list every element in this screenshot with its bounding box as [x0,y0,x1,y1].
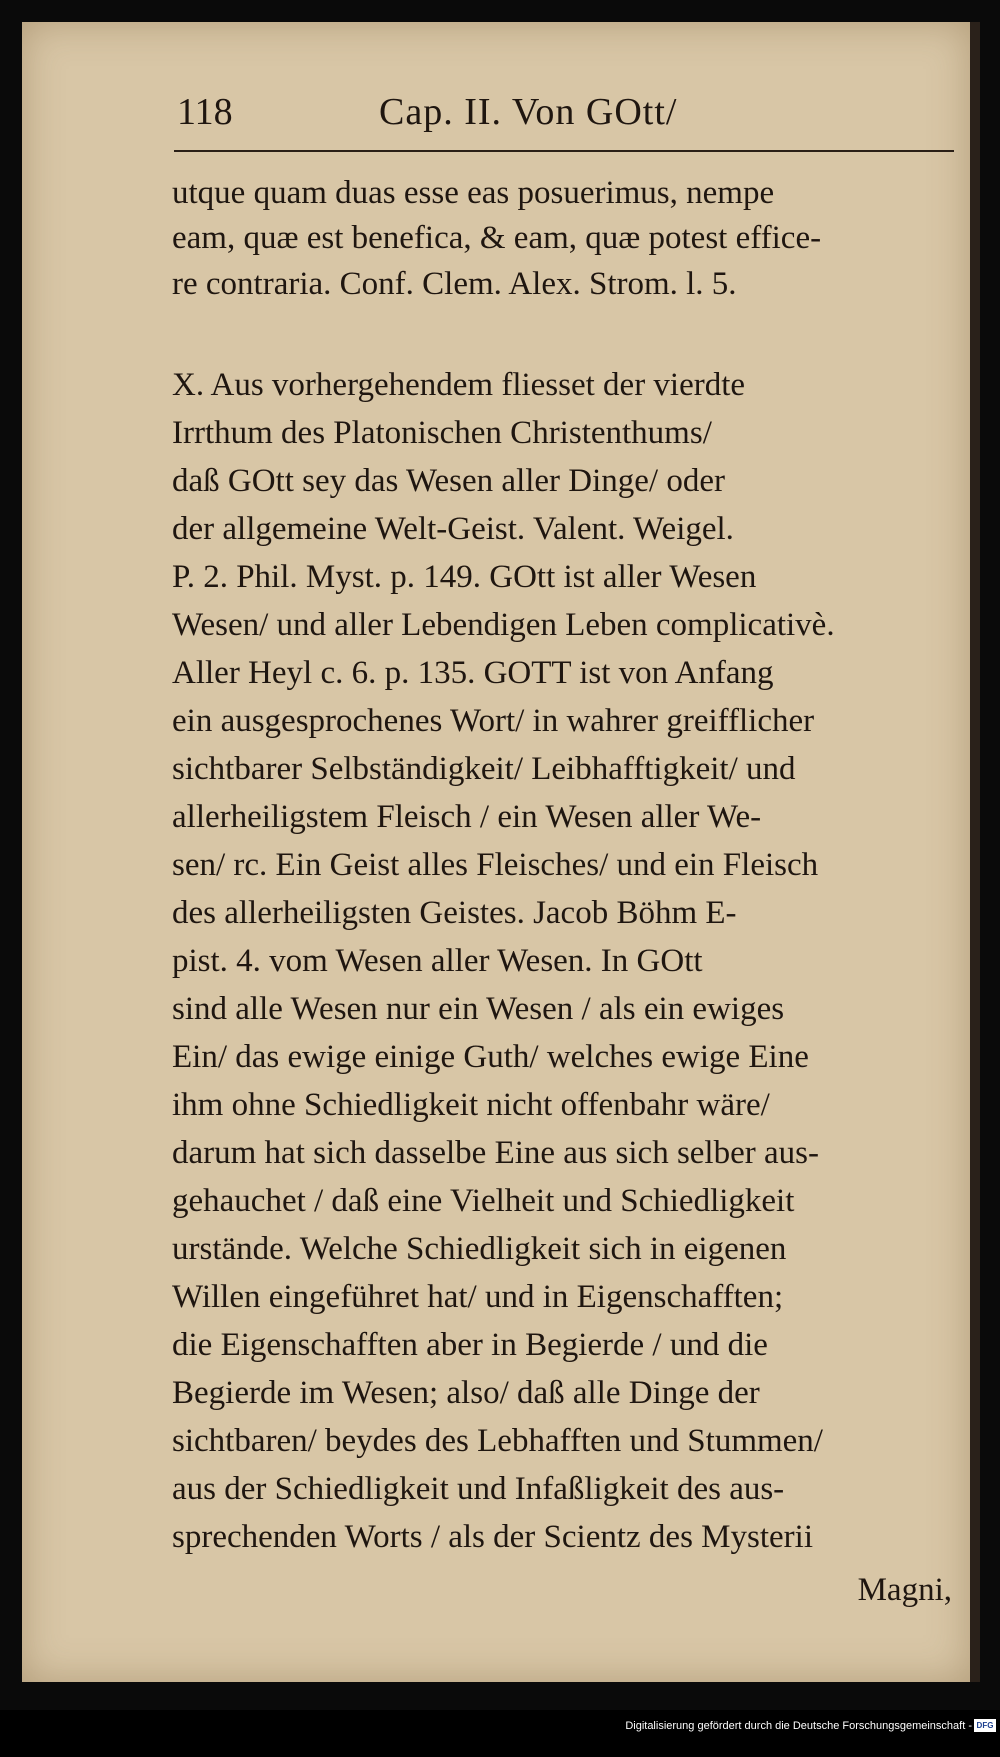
text-line: re contraria. Conf. Clem. Alex. Strom. l. 5. [172,266,737,302]
text-line: urstände. Welche Schiedligkeit sich in eigenen [172,1231,787,1267]
text-line: Ein/ das ewige einige Guth/ welches ewige Eine [172,1039,809,1075]
text-line: der allgemeine Welt-Geist. Valent. Weigel. [172,511,734,547]
digitization-footer [0,1710,1000,1757]
text-line: die Eigenschafften aber in Begierde / und die [172,1327,768,1363]
text-line: sen/ rc. Ein Geist alles Fleisches/ und ein Fleisch [172,847,819,883]
catchword: Magni, [857,1572,952,1608]
dfg-logo-icon: DFG [974,1719,996,1732]
text-line: Irrthum des Platonischen Christenthums/ [172,415,712,451]
running-head: Cap. II. Von GOtt/ [379,91,678,133]
text-line: des allerheiligsten Geistes. Jacob Böhm E- [172,895,737,931]
text-line: sprechenden Worts / als der Scientz des Mysterii [172,1519,813,1555]
text-line: darum hat sich dasselbe Eine aus sich selber aus- [172,1135,819,1171]
text-line: sichtbaren/ beydes des Lebhafften und Stummen/ [172,1423,823,1459]
text-line: ihm ohne Schiedligkeit nicht offenbahr wäre/ [172,1087,770,1123]
text-line: daß GOtt sey das Wesen aller Dinge/ oder [172,463,725,499]
body-text [22,22,970,1682]
text-line: allerheiligstem Fleisch / ein Wesen aller We- [172,799,762,835]
text-line: sind alle Wesen nur ein Wesen / als ein ewiges [172,991,785,1027]
text-line: sichtbarer Selbständigkeit/ Leibhafftigkeit/ und [172,751,796,787]
text-line: P. 2. Phil. Myst. p. 149. GOtt ist aller Wesen [172,559,757,595]
text-line: Begierde im Wesen; also/ daß alle Dinge der [172,1375,760,1411]
book-page [22,22,970,1682]
page-edge [970,22,980,1682]
text-line: eam, quæ est benefica, & eam, quæ potest effice- [172,220,822,256]
text-line: utque quam duas esse eas posuerimus, nempe [172,175,775,211]
text-line: Aller Heyl c. 6. p. 135. GOTT ist von Anfang [172,655,774,691]
footer-credit: Digitalisierung gefördert durch die Deutsche Forschungsgemeinschaft - [625,1720,972,1732]
text-line: gehauchet / daß eine Vielheit und Schiedligkeit [172,1183,795,1219]
text-line: ein ausgesprochenes Wort/ in wahrer greifflicher [172,703,815,739]
text-line: Wesen/ und aller Lebendigen Leben complicativè. [172,607,835,643]
text-line: Willen eingeführet hat/ und in Eigenschafften; [172,1279,784,1315]
page-number: 118 [177,91,233,133]
text-line: pist. 4. vom Wesen aller Wesen. In GOtt [172,943,703,979]
text-line: aus der Schiedligkeit und Infaßligkeit des aus- [172,1471,785,1507]
text-line: X. Aus vorhergehendem fliesset der vierdte [172,367,746,403]
